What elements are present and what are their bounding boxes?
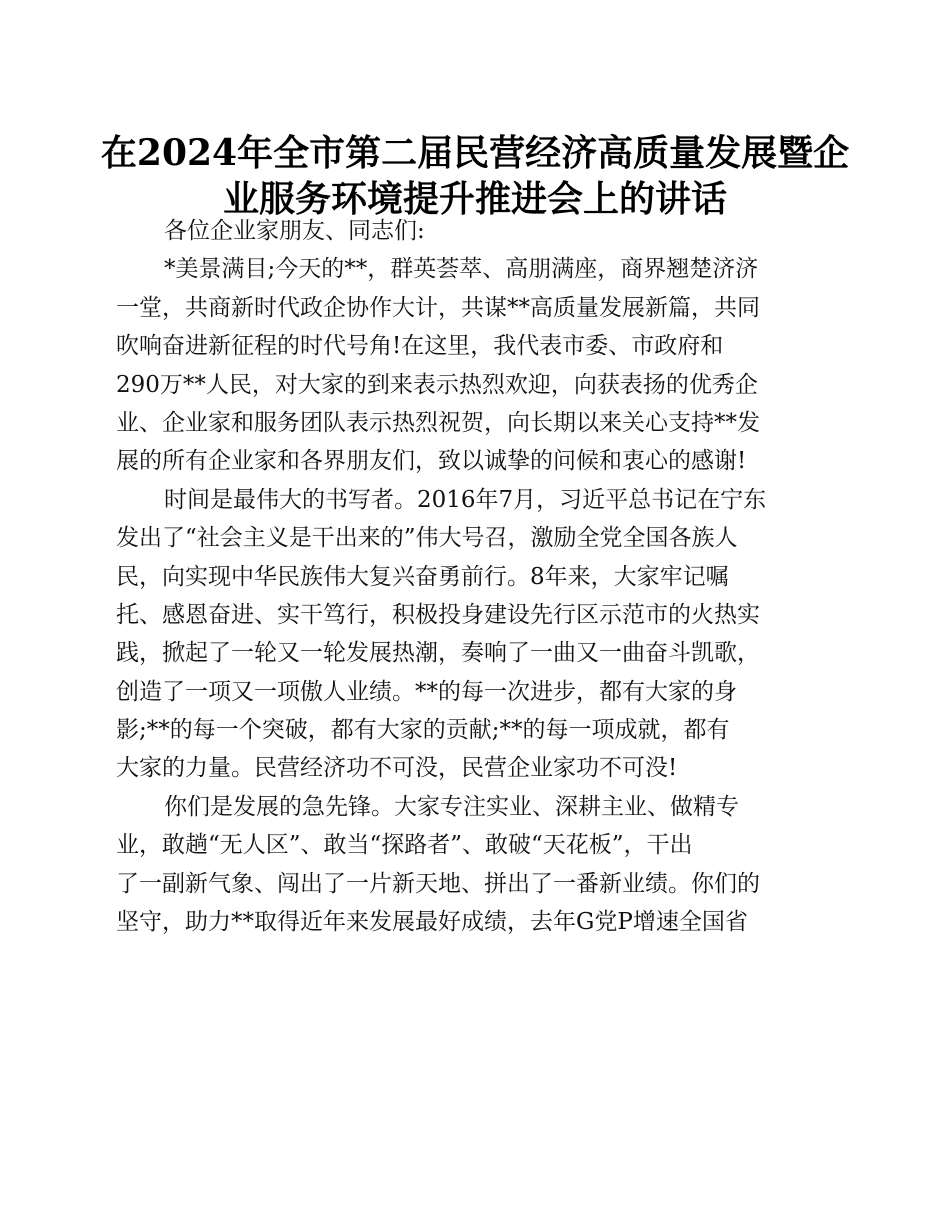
paragraph-2-line: 托、感恩奋进、实干笃行，积极投身建设先行区示范市的火热实 — [116, 601, 760, 628]
document-title — [100, 130, 850, 222]
paragraph-2-line: 创造了一项又一项傲人业绩。**的每一次进步，都有大家的身 — [116, 678, 737, 705]
paragraph-2-line: 民，向实现中华民族伟大复兴奋勇前行。8年来，大家牢记嘱 — [116, 563, 729, 590]
title-line-2: 业服务环境提升推进会上的讲话 — [222, 178, 727, 220]
paragraph-1-line: 290万**人民，对大家的到来表示热烈欢迎，向获表扬的优秀企 — [116, 371, 758, 398]
paragraph-1-line: 展的所有企业家和各界朋友们，致以诚挚的问候和衷心的感谢! — [116, 448, 747, 475]
paragraph-3-line: 你们是发展的急先锋。大家专注实业、深耕主业、做精专 — [164, 793, 739, 820]
title-line-1: 在2024年全市第二届民营经济高质量发展暨企 — [100, 132, 850, 174]
paragraph-3-line: 业，敢趟“无人区”、敢当“探路者”、敢破“天花板”，干出 — [116, 832, 693, 859]
salutation-line: 各位企业家朋友、同志们: — [164, 218, 425, 244]
paragraph-2-line: 践，掀起了一轮又一轮发展热潮，奏响了一曲又一曲奋斗凯歌， — [116, 640, 760, 667]
paragraph-2-line: 时间是最伟大的书写者。2016年7月，习近平总书记在宁东 — [164, 486, 767, 513]
paragraph-2-line: 大家的力量。民营经济功不可没，民营企业家功不可没! — [116, 755, 678, 782]
paragraph-3-line: 了一副新气象、闯出了一片新天地、拼出了一番新业绩。你们的 — [116, 870, 760, 897]
paragraph-2-line: 影;**的每一个突破，都有大家的贡献;**的每一项成就，都有 — [116, 717, 730, 744]
paragraph-2-line: 发出了“社会主义是干出来的”伟大号召，激励全党全国各族人 — [116, 525, 738, 552]
paragraph-1-line: 业、企业家和服务团队表示热烈祝贺，向长期以来关心支持**发 — [116, 409, 760, 436]
speech-body — [116, 212, 836, 941]
paragraph-3-line: 坚守，助力**取得近年来发展最好成绩，去年G党P增速全国省 — [116, 909, 748, 936]
paragraph-1-line: *美景满目;今天的**，群英荟萃、高朋满座，商界翘楚济济 — [164, 256, 759, 283]
paragraph-1-line: 吹响奋进新征程的时代号角!在这里，我代表市委、市政府和 — [116, 333, 724, 360]
paragraph-1-line: 一堂，共商新时代政企协作大计，共谋**高质量发展新篇，共同 — [116, 294, 760, 321]
